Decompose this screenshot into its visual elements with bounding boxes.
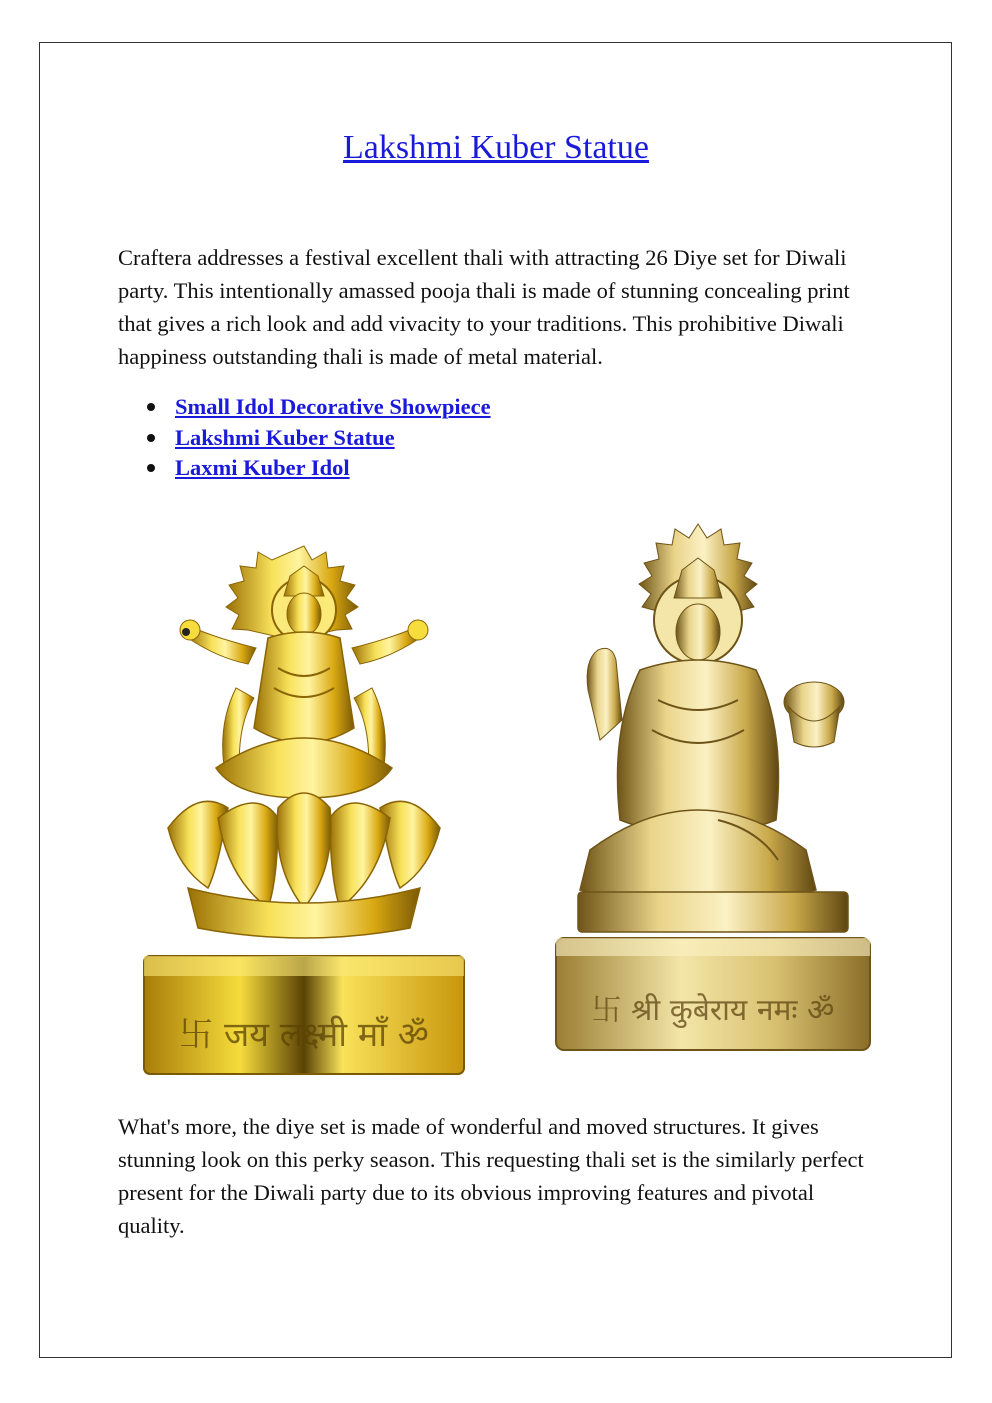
link-lakshmi-kuber-statue[interactable]: Lakshmi Kuber Statue: [175, 424, 395, 450]
link-small-idol-decorative-showpiece[interactable]: Small Idol Decorative Showpiece: [175, 394, 491, 419]
list-item: [175, 423, 491, 454]
list-item: [175, 453, 491, 484]
page-title: [0, 128, 992, 168]
closing-paragraph: What's more, the diye set is made of wonderful and moved structures. It gives stunning look on this perky season. This requesting thali set is the similarly perfect present for the Diwali party due to its obvious improving features and pivotal quality.: [118, 1114, 864, 1238]
lakshmi-statue-image: [128, 538, 480, 1083]
title-link[interactable]: Lakshmi Kuber Statue: [343, 129, 649, 166]
kuber-statue-image: [548, 520, 878, 1060]
intro-paragraph: Craftera addresses a festival excellent thali with attracting 26 Diye set for Diwali party. This intentionally amassed pooja thali is made of stunning concealing print that gives a rich look and add vivacity to your traditions. This prohibitive Diwali happiness outstanding thali is made of metal material.: [118, 245, 850, 369]
kuber-base-inscription: 卐 श्री कुबेराय नमः ॐ: [591, 993, 835, 1028]
lakshmi-statue-illustration: [128, 538, 480, 1083]
related-links-list: [118, 392, 491, 484]
list-item: [175, 392, 491, 423]
lakshmi-base-inscription: 卐 जय लक्ष्मी माँ ॐ: [179, 1015, 429, 1055]
link-laxmi-kuber-idol[interactable]: Laxmi Kuber Idol: [175, 455, 350, 480]
kuber-statue-illustration: [548, 520, 878, 1060]
